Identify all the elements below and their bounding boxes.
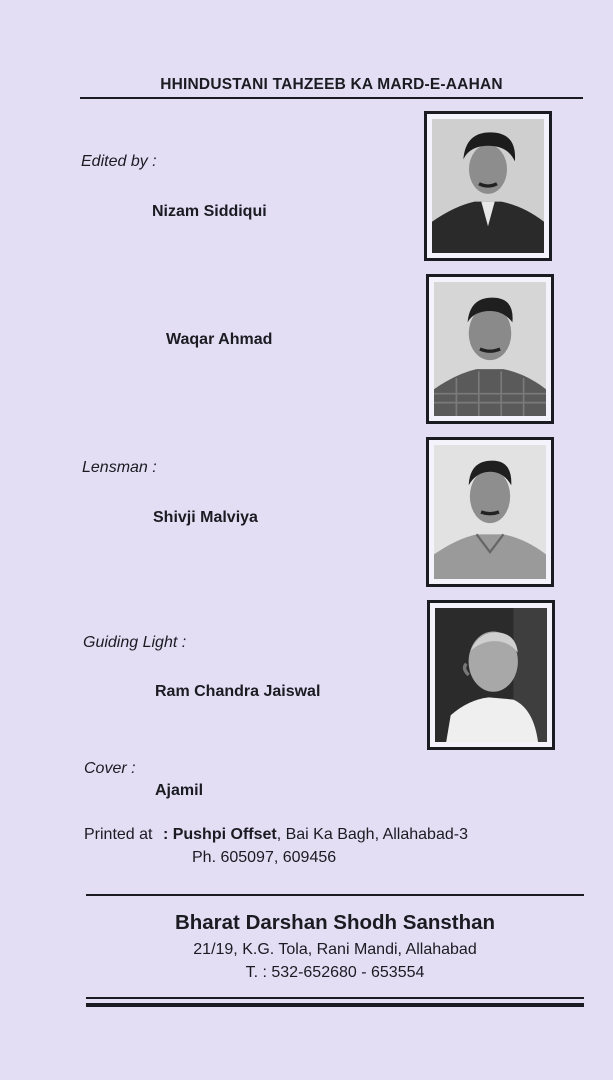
book-title: HHINDUSTANI TAHZEEB KA MARD-E-AAHAN [160, 76, 503, 93]
printer-phone: Ph. 605097, 609456 [192, 849, 337, 866]
person-silhouette-icon [432, 119, 544, 253]
publisher-address: 21/19, K.G. Tola, Rani Mandi, Allahabad [193, 941, 477, 958]
publisher-name: Bharat Darshan Shodh Sansthan [174, 911, 496, 934]
portrait-ram-chandra-jaiswal [427, 600, 555, 750]
guiding-light-name: Ram Chandra Jaiswal [155, 683, 321, 700]
person-silhouette-icon [434, 282, 546, 416]
printer-address: , Bai Ka Bagh, Allahabad-3 [276, 826, 468, 843]
lensman-name: Shivji Malviya [153, 509, 258, 526]
portrait-nizam-siddiqui [424, 111, 552, 261]
portrait-waqar-ahmad [426, 274, 554, 424]
publisher-top-rule [86, 894, 584, 896]
printer-name: : Pushpi Offset [162, 826, 277, 843]
publisher-phone: T. : 532-652680 - 653554 [245, 964, 425, 981]
publisher-rule-thick [86, 1003, 584, 1007]
printed-at-line [84, 826, 468, 844]
cover-artist-name: Ajamil [155, 782, 204, 799]
editor-name-2: Waqar Ahmad [166, 331, 273, 348]
person-silhouette-icon [434, 445, 546, 579]
cover-label: Cover : [84, 760, 136, 777]
editor-name-1: Nizam Siddiqui [152, 203, 267, 220]
portrait-shivji-malviya [426, 437, 554, 587]
printed-at-label: Printed at [84, 826, 153, 843]
header-rule [80, 97, 583, 99]
publisher-rule-thin [86, 997, 584, 999]
person-silhouette-icon [435, 608, 547, 742]
lensman-label: Lensman : [82, 459, 157, 476]
guiding-light-label: Guiding Light : [83, 634, 187, 651]
edited-by-label: Edited by : [81, 153, 157, 170]
